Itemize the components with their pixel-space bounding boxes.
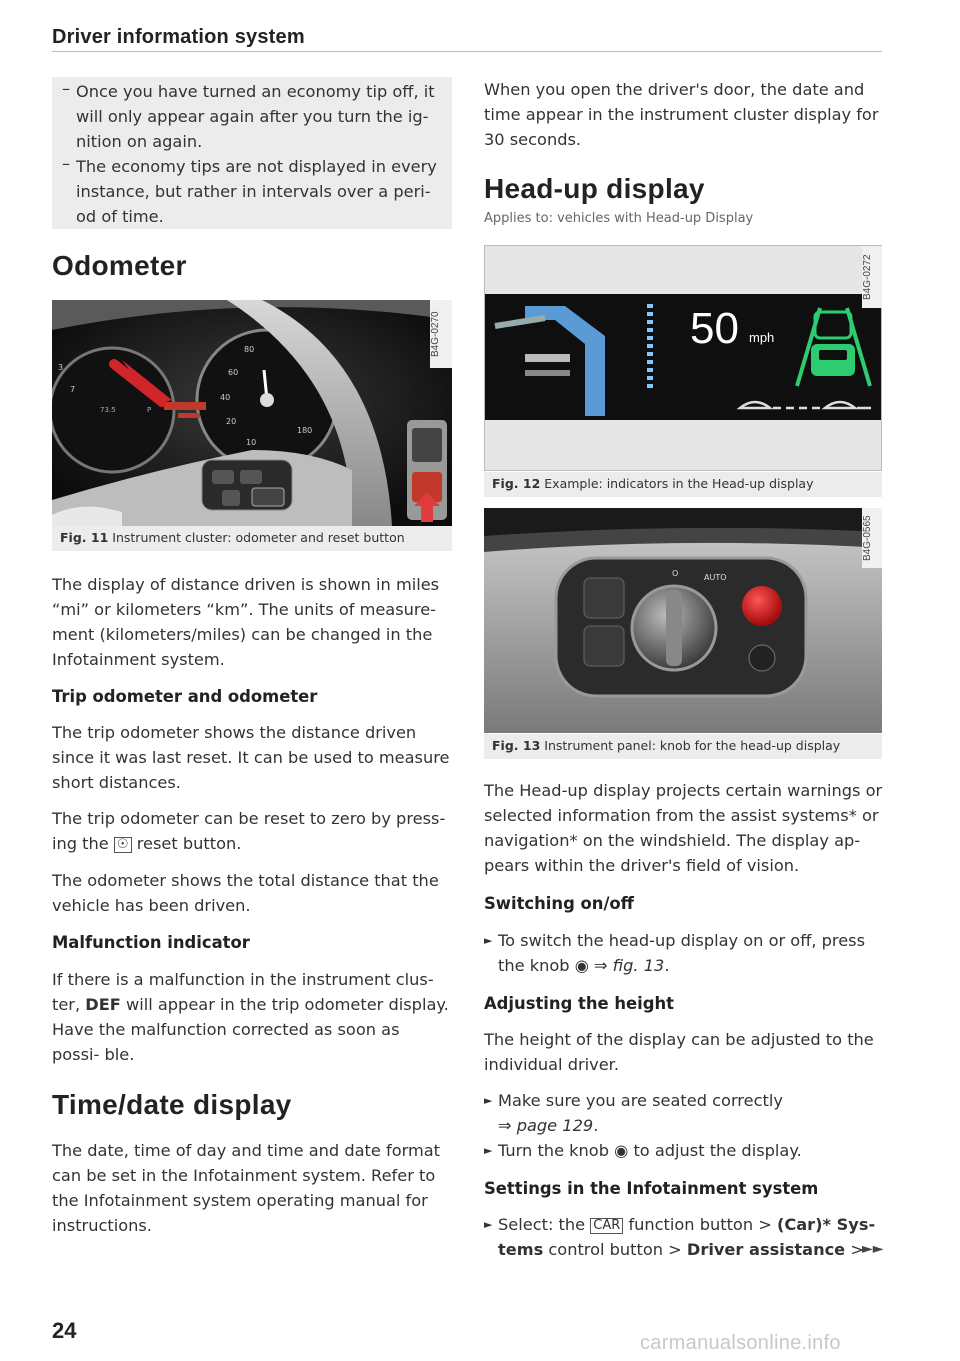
continue-arrow-icon: ►► xyxy=(862,1241,884,1257)
figure-hud-indicators xyxy=(484,245,882,471)
svg-text:7: 7 xyxy=(70,385,76,394)
figure-instrument-cluster xyxy=(52,300,452,526)
switch-label-o: O xyxy=(672,569,679,578)
odometer-heading: Odometer xyxy=(52,250,187,281)
hud-speed-unit: mph xyxy=(749,330,775,345)
hud-speed: 50 xyxy=(690,304,739,353)
trip-odometer-heading: Trip odometer and odometer xyxy=(52,687,318,706)
figure-caption: Fig. 13 Instrument panel: knob for the head-up display xyxy=(484,734,882,759)
svg-text:80: 80 xyxy=(244,345,255,354)
figure-reference-link[interactable]: ⇒ fig. 13 xyxy=(593,956,665,975)
trip-paragraph-2: The trip odometer can be reset to zero by press- ing the ☉ reset button. xyxy=(52,809,446,853)
svg-text:180: 180 xyxy=(297,426,313,435)
figure-caption: Fig. 12 Example: indicators in the Head-up display xyxy=(484,472,882,497)
timedate-paragraph-2: When you open the driver's door, the date and time appear in the instrument cluster display for 30 seconds. xyxy=(484,80,879,149)
malfunction-heading: Malfunction indicator xyxy=(52,933,250,952)
svg-text:73.5: 73.5 xyxy=(100,406,116,414)
svg-text:3: 3 xyxy=(58,363,64,372)
switching-step: ► To switch the head-up display on or off, press the knob ◉ ⇒ fig. 13. xyxy=(484,928,884,978)
reset-button-icon: ☉ xyxy=(114,837,132,853)
svg-text:60: 60 xyxy=(228,368,239,377)
hud-knob-icon: ◉ xyxy=(614,1141,629,1160)
watermark: carmanualsonline.info xyxy=(640,1332,841,1354)
height-paragraph: The height of the display can be adjusted to the individual driver. xyxy=(484,1030,874,1074)
figure-caption: Fig. 11 Instrument cluster: odometer and reset button xyxy=(52,526,452,551)
bullet-arrow-icon: ► xyxy=(484,1218,493,1231)
header-rule xyxy=(52,51,882,52)
timedate-paragraph-1: The date, time of day and time and date format can be set in the Infotainment system. Refer to the Infotainment system operating manual for instructions. xyxy=(52,1141,441,1235)
malfunction-paragraph: If there is a malfunction in the instrument clus- ter, DEF will appear in the trip odometer display. Have the malfunction corrected as soon as possi- ble. xyxy=(52,970,449,1064)
applies-to-note: Applies to: vehicles with Head-up Display xyxy=(484,211,754,226)
height-step-1: ► Make sure you are seated correctly ⇒ page 129. xyxy=(484,1088,884,1138)
page-header: Driver information system xyxy=(52,26,305,48)
hud-indicators-illustration xyxy=(485,246,881,470)
page-reference-link[interactable]: ⇒ page 129 xyxy=(498,1116,594,1135)
trip-paragraph-3: The odometer shows the total distance that the vehicle has been driven. xyxy=(52,871,439,915)
hud-knob-icon: ◉ xyxy=(574,956,589,975)
note-item: – Once you have turned an economy tip off, it will only appear again after you turn the ig- nition on again. xyxy=(62,79,435,151)
timedate-heading: Time/date display xyxy=(52,1089,292,1120)
page-number: 24 xyxy=(52,1318,77,1343)
settings-heading: Settings in the Infotainment system xyxy=(484,1179,819,1198)
switch-label-auto: AUTO xyxy=(704,573,727,582)
svg-text:20: 20 xyxy=(226,417,237,426)
odometer-intro: The display of distance driven is shown in miles “mi” or kilometers “km”. The units of measure- ment (kilometers/miles) can be changed in the Infotainment system. xyxy=(52,575,440,669)
height-step-2: ► Turn the knob ◉ to adjust the display. xyxy=(484,1138,884,1163)
svg-text:40: 40 xyxy=(220,393,231,402)
height-heading: Adjusting the height xyxy=(484,994,674,1013)
note-box xyxy=(52,77,452,229)
svg-text:P: P xyxy=(147,406,152,414)
bullet-arrow-icon: ► xyxy=(484,1144,493,1157)
instrument-cluster-illustration xyxy=(52,300,452,526)
figure-code: B4G-0272 xyxy=(862,246,882,308)
note-item: – The economy tips are not displayed in every instance, but rather in intervals over a peri- od of time. xyxy=(62,154,437,226)
bullet-arrow-icon: ► xyxy=(484,1094,493,1107)
hud-intro: The Head-up display projects certain warnings or selected information from the assist systems* or navigation* on the windshield. The display ap- pears within the driver's field of vision. xyxy=(484,781,883,875)
light-switch-panel-illustration xyxy=(484,508,882,733)
bullet-arrow-icon: ► xyxy=(484,934,493,947)
switching-heading: Switching on/off xyxy=(484,894,634,913)
figure-code: B4G-0270 xyxy=(430,300,452,368)
figure-hud-knob xyxy=(484,508,882,733)
trip-paragraph-1: The trip odometer shows the distance driven since it was last reset. It can be used to measure short distances. xyxy=(52,723,450,792)
figure-code: B4G-0565 xyxy=(862,508,882,568)
car-function-button: CAR xyxy=(590,1218,623,1234)
settings-step: ► Select: the CAR function button > (Car)* Sys- tems control button > Driver assistance > xyxy=(484,1212,884,1262)
hud-heading: Head-up display xyxy=(484,173,705,204)
svg-text:10: 10 xyxy=(246,438,257,447)
